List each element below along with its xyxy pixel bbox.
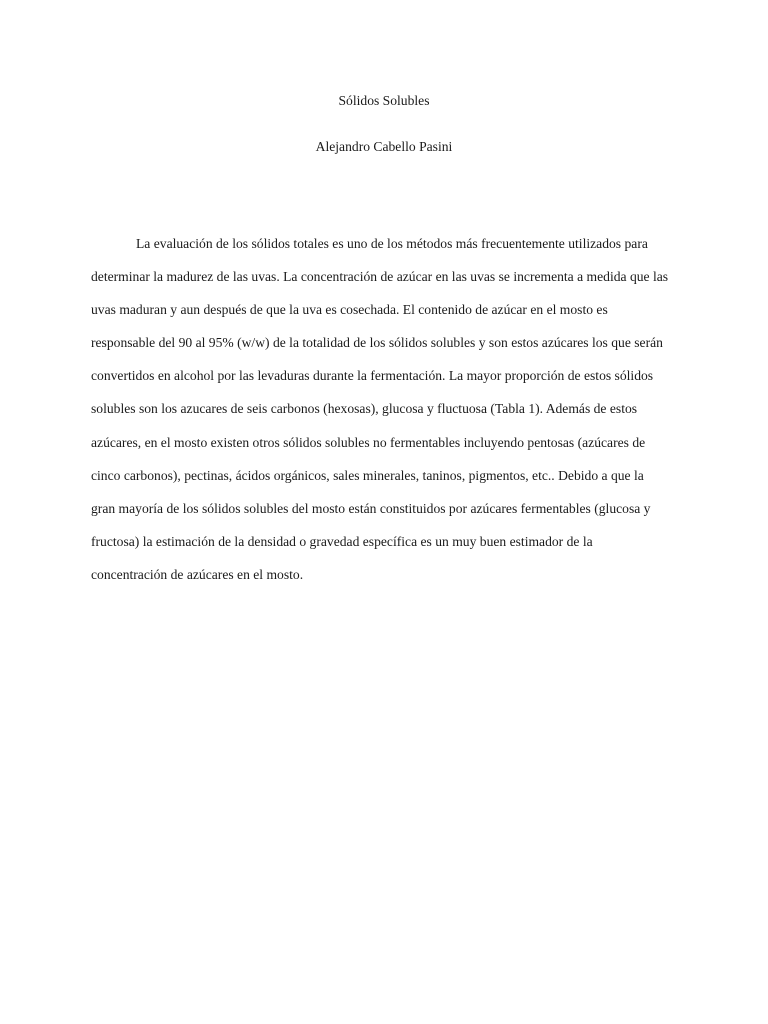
paragraph-line: uvas maduran y aun después de que la uva es cosechada. El contenido de azúcar en el mosto es — [91, 302, 608, 318]
paragraph-line: determinar la madurez de las uvas. La concentración de azúcar en las uvas se incrementa a medida que las — [91, 269, 669, 285]
paragraph-line: fructosa) la estimación de la densidad o gravedad específica es un muy buen estimador de la — [91, 533, 593, 549]
paragraph-line: azúcares, en el mosto existen otros sólidos solubles no fermentables incluyendo pentosas (azúcares de — [91, 434, 646, 450]
document-title: Sólidos Solubles — [338, 93, 430, 108]
document-author: Alejandro Cabello Pasini — [315, 139, 453, 154]
paragraph-line: convertidos en alcohol por las levaduras durante la fermentación. La mayor proporción de estos sólidos — [91, 368, 654, 384]
body-paragraph — [91, 227, 691, 591]
paragraph-line: responsable del 90 al 95% (w/w) de la totalidad de los sólidos solubles y son estos azúcares los que serán — [91, 335, 663, 351]
paragraph-line: cinco carbonos), pectinas, ácidos orgánicos, sales minerales, taninos, pigmentos, etc.. Debido a que la — [91, 467, 644, 483]
paragraph-line: La evaluación de los sólidos totales es uno de los métodos más frecuentemente utilizados para — [136, 236, 648, 251]
paragraph-line: concentración de azúcares en el mosto. — [91, 566, 304, 582]
paragraph-line: solubles son los azucares de seis carbonos (hexosas), glucosa y fluctuosa (Tabla 1). Además de estos — [91, 401, 638, 417]
paragraph-line: gran mayoría de los sólidos solubles del mosto están constituidos por azúcares fermentables (glucosa y — [91, 500, 651, 516]
